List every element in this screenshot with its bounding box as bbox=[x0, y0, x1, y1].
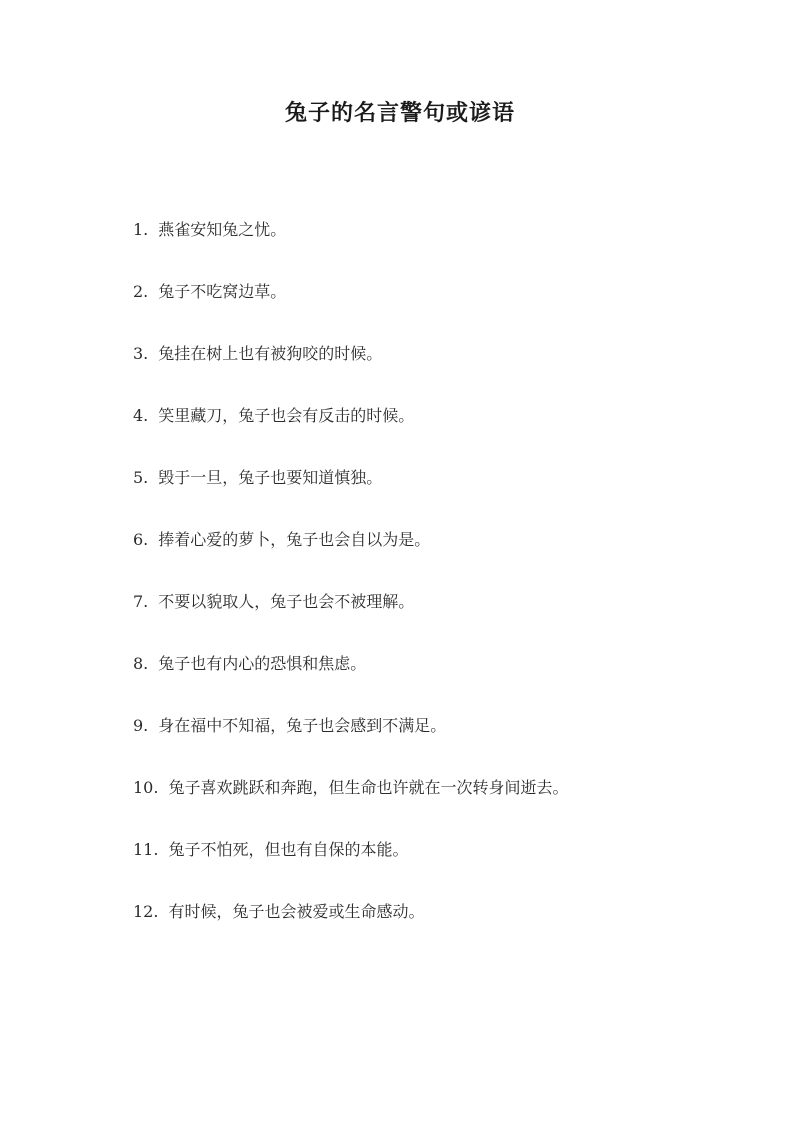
item-text: 身在福中不知福，兔子也会感到不满足。 bbox=[158, 716, 447, 735]
item-text: 笑里藏刀，兔子也会有反击的时候。 bbox=[158, 406, 415, 425]
item-text: 有时候，兔子也会被爱或生命感动。 bbox=[168, 902, 425, 921]
list-item bbox=[133, 654, 773, 716]
item-text: 兔子不吃窝边草。 bbox=[158, 282, 287, 301]
item-number: 9. bbox=[133, 716, 149, 735]
document-title: 兔子的名言警句或谚语 bbox=[284, 100, 515, 126]
item-number: 11. bbox=[133, 840, 159, 859]
item-text: 兔子不怕死，但也有自保的本能。 bbox=[168, 840, 409, 859]
item-text: 捧着心爱的萝卜，兔子也会自以为是。 bbox=[158, 530, 431, 549]
list-item bbox=[133, 530, 773, 592]
list-item bbox=[133, 220, 773, 282]
item-text: 兔子也有内心的恐惧和焦虑。 bbox=[158, 654, 367, 673]
item-number: 4. bbox=[133, 406, 149, 425]
item-number: 7. bbox=[133, 592, 149, 611]
list-item bbox=[133, 406, 773, 468]
list-item bbox=[133, 468, 773, 530]
item-text: 兔子喜欢跳跃和奔跑，但生命也许就在一次转身间逝去。 bbox=[168, 778, 569, 797]
item-number: 5. bbox=[133, 468, 149, 487]
item-text: 燕雀安知兔之忧。 bbox=[158, 220, 287, 239]
item-number: 3. bbox=[133, 344, 149, 363]
list-item bbox=[133, 282, 773, 344]
list-item bbox=[133, 592, 773, 654]
list-item bbox=[133, 344, 773, 406]
list-item bbox=[133, 778, 773, 840]
item-number: 12. bbox=[133, 902, 159, 921]
item-number: 6. bbox=[133, 530, 149, 549]
quote-list bbox=[133, 220, 773, 964]
item-number: 8. bbox=[133, 654, 149, 673]
list-item bbox=[133, 902, 773, 964]
list-item bbox=[133, 716, 773, 778]
list-item bbox=[133, 840, 773, 902]
item-number: 2. bbox=[133, 282, 149, 301]
item-number: 10. bbox=[133, 778, 159, 797]
item-text: 不要以貌取人，兔子也会不被理解。 bbox=[158, 592, 415, 611]
item-text: 毁于一旦，兔子也要知道慎独。 bbox=[158, 468, 383, 487]
item-number: 1. bbox=[133, 220, 149, 239]
item-text: 兔挂在树上也有被狗咬的时候。 bbox=[158, 344, 383, 363]
